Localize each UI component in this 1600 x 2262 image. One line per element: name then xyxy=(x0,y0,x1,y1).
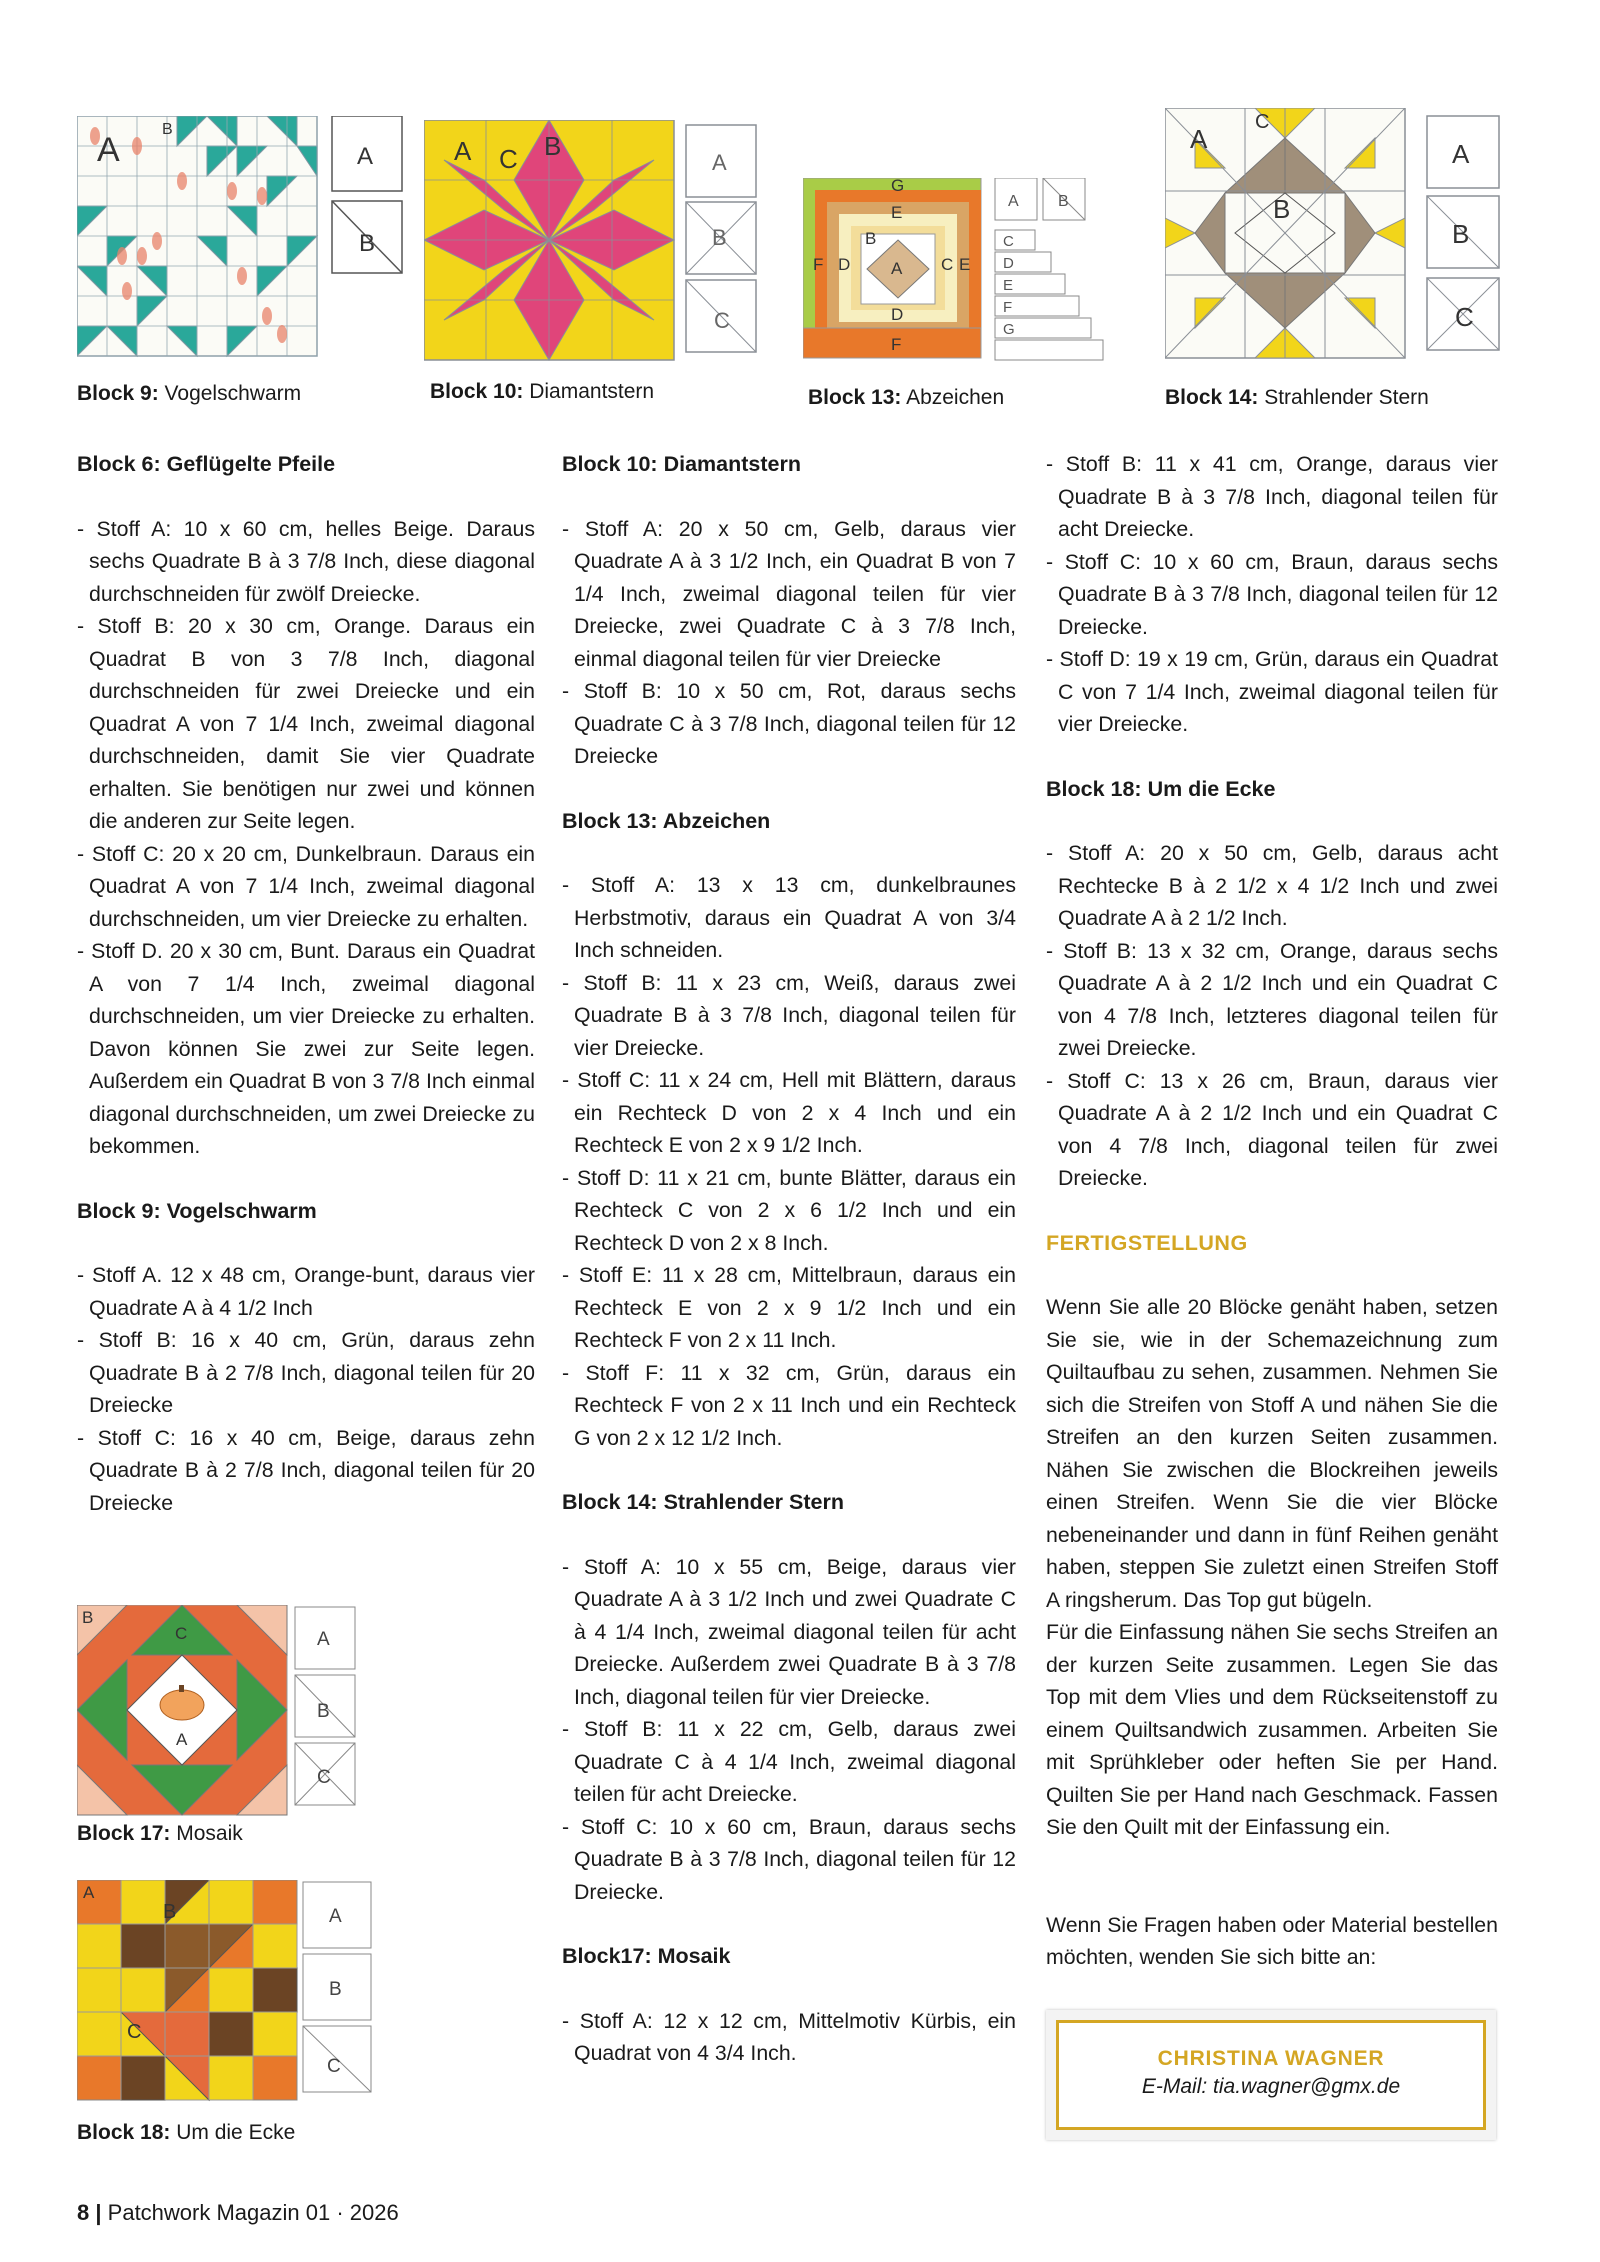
block-10-illustration xyxy=(424,120,769,365)
list-item: - Stoff D: 11 x 21 cm, bunte Blätter, daraus ein Rechteck C von 2 x 6 1/2 Inch und ein Rechteck D von 2 x 8 Inch. xyxy=(562,1162,1016,1260)
block-13-legend-a: A xyxy=(1008,193,1019,210)
block-10-label-b: B xyxy=(544,131,562,161)
materials-list-block-18 xyxy=(1046,837,1498,1195)
caption-block-10: Block 10: Diamantstern xyxy=(430,380,655,403)
list-item: - Stoff A: 13 x 13 cm, dunkelbraunes Herbstmotiv, daraus ein Quadrat A von 3/4 Inch schneiden. xyxy=(562,869,1016,967)
footer-separator: | xyxy=(95,2200,102,2225)
contact-box-frame xyxy=(1056,2020,1486,2130)
block-13-label-b: B xyxy=(865,229,877,248)
magazine-name: Patchwork Magazin xyxy=(107,2200,300,2225)
block-13-legend-g: G xyxy=(1003,321,1015,338)
caption-block-14: Block 14: Strahlender Stern xyxy=(1165,386,1429,409)
materials-list-block-17-continued xyxy=(1046,448,1498,741)
block-14-legend-c: C xyxy=(1455,302,1474,332)
block-13-label-f-bottom: F xyxy=(891,335,902,354)
materials-list-block-10 xyxy=(562,513,1016,773)
list-item: - Stoff B: 20 x 30 cm, Orange. Daraus ein Quadrat B von 3 7/8 Inch, diagonal durchschneiden für zwei Dreiecke und ein Quadrat A von 7 1/4 Inch, zweimal diagonal durchschneiden, damit Sie vier Quadrate erhalten. Sie benötigen nur zwei und können die anderen zur Seite legen. xyxy=(77,610,535,838)
block-13-legend-c: C xyxy=(1003,233,1014,250)
list-item: - Stoff B: 13 x 32 cm, Orange, daraus sechs Quadrate A à 2 1/2 Inch und ein Quadrat C von 4 7/8 Inch, letzteres diagonal teilen für zwei Dreiecke. xyxy=(1046,935,1498,1065)
section-title-finishing: FERTIGSTELLUNG xyxy=(1046,1230,1248,1255)
list-item: - Stoff A: 20 x 50 cm, Gelb, daraus vier Quadrate A à 3 1/2 Inch, ein Quadrat B von 7 1/4 Inch, zweimal diagonal teilen für vier Dreiecke, zwei Quadrate C à 3 7/8 Inch, einmal diagonal teilen für vier Dreiecke xyxy=(562,513,1016,676)
list-item: - Stoff A: 10 x 60 cm, helles Beige. Daraus sechs Quadrate B à 3 7/8 Inch, diese diagonal durchschneiden für zwölf Dreiecke. xyxy=(77,513,535,611)
list-item: - Stoff D. 20 x 30 cm, Bunt. Daraus ein Quadrat A von 7 1/4 Inch, zweimal diagonal durchschneiden, um vier Dreiecke zu erhalten. Davon können Sie zwei zur Seite legen. Außerdem ein Quadrat B von 3 7/8 Inch einmal diagonal durchschneiden, um zwei Dreiecke zu bekommen. xyxy=(77,935,535,1163)
list-item: - Stoff B: 11 x 22 cm, Gelb, daraus zwei Quadrate C à 4 1/4 Inch, zweimal diagonal teilen für acht Dreiecke. xyxy=(562,1713,1016,1811)
caption-block-13: Block 13: Abzeichen xyxy=(808,386,1005,409)
block-17-legend-c: C xyxy=(317,1767,331,1788)
section-title-block-17: Block17: Mosaik xyxy=(562,1944,731,1968)
block-10-legend-c: C xyxy=(714,308,730,333)
list-item: - Stoff A: 12 x 12 cm, Mittelmotiv Kürbis, ein Quadrat von 4 3/4 Inch. xyxy=(562,2005,1016,2070)
block-10-label-c: C xyxy=(499,144,518,174)
finishing-paragraph: Wenn Sie alle 20 Blöcke genäht haben, setzen Sie sie, wie in der Schemazeichnung zum Quiltaufbau zu sehen, zusammen. Nehmen Sie sich die Streifen von Stoff A und nähen Sie die Streifen an den kurzen Seiten zusammen. Nähen Sie zwischen die Blockreihen jeweils einen Streifen. Wenn Sie die vier Blöcke nebeneinander und dann in fünf Reihen genäht haben, steppen Sie zuletzt einen Streifen Stoff A ringsherum. Das Top gut bügeln. xyxy=(1046,1295,1498,1612)
list-item: - Stoff E: 11 x 28 cm, Mittelbraun, daraus ein Rechteck E von 2 x 9 1/2 Inch und ein Rechteck F von 2 x 11 Inch. xyxy=(562,1259,1016,1357)
block-13-label-d-bottom: D xyxy=(891,305,904,324)
block-18-label-c: C xyxy=(127,2021,142,2043)
block-14-label-b: B xyxy=(1273,194,1291,224)
block-17-label-b: B xyxy=(82,1608,94,1627)
block-9-legend-a: A xyxy=(357,143,374,170)
block-13-illustration xyxy=(803,178,1158,363)
list-item: - Stoff A. 12 x 48 cm, Orange-bunt, daraus vier Quadrate A à 4 1/2 Inch xyxy=(77,1259,535,1324)
block-13-legend-f: F xyxy=(1003,299,1013,316)
page-number: 8 xyxy=(77,2200,90,2225)
block-17-label-c: C xyxy=(175,1624,188,1643)
contact-intro: Wenn Sie Fragen haben oder Material bestellen möchten, wenden Sie sich bitte an: xyxy=(1046,1912,1498,1969)
block-13-label-a: A xyxy=(891,259,903,278)
list-item: - Stoff C: 16 x 40 cm, Beige, daraus zehn Quadrate B à 2 7/8 Inch, diagonal teilen für 20 Dreiecke xyxy=(77,1422,535,1520)
block-9-label-a: A xyxy=(97,131,120,169)
finishing-paragraph: Für die Einfassung nähen Sie sechs Streifen an der kurzen Seite zusammen. Legen Sie das Top mit dem Vlies und dem Rückseitenstoff zu einem Quiltsandwich zusammen. Arbeiten Sie mit Sprühkleber oder heften Sie per Hand. Quilten Sie per Hand nach Geschmack. Fassen Sie den Quilt mit der Einfassung ein. xyxy=(1046,1620,1498,1839)
block-13-label-e-top: E xyxy=(891,203,903,222)
block-10-legend-a: A xyxy=(712,150,727,175)
block-13-label-f-left: F xyxy=(813,255,824,274)
block-9-label-b: B xyxy=(162,121,173,138)
block-13-label-e-right: E xyxy=(959,255,971,274)
list-item: - Stoff C: 20 x 20 cm, Dunkelbraun. Daraus ein Quadrat A von 7 1/4 Inch, zweimal diagonal durchschneiden, um vier Dreiecke zu erhalten. xyxy=(77,838,535,936)
block-18-legend-b: B xyxy=(329,1979,342,2000)
section-title-block-18: Block 18: Um die Ecke xyxy=(1046,776,1276,801)
list-item: - Stoff B: 11 x 23 cm, Weiß, daraus zwei Quadrate B à 3 7/8 Inch, diagonal teilen für vier Dreiecke. xyxy=(562,967,1016,1065)
block-17-legend-b: B xyxy=(317,1701,330,1722)
column-3 xyxy=(1046,448,1498,1974)
section-title-block-13: Block 13: Abzeichen xyxy=(562,808,771,833)
block-13-label-g: G xyxy=(891,178,905,195)
caption-block-18: Block 18: Um die Ecke xyxy=(77,2121,296,2144)
section-title-block-10: Block 10: Diamantstern xyxy=(562,452,801,476)
block-13-legend-b: B xyxy=(1058,193,1069,210)
contact-box xyxy=(1046,2010,1496,2140)
materials-list-block-9 xyxy=(77,1259,535,1519)
materials-list-block-17 xyxy=(562,2005,1016,2070)
materials-list-block-14 xyxy=(562,1551,1016,1909)
contact-name: CHRISTINA WAGNER xyxy=(1157,2047,1385,2070)
block-14-legend-a: A xyxy=(1452,139,1470,169)
block-17-label-a: A xyxy=(176,1730,188,1749)
materials-list-block-6 xyxy=(77,513,535,1163)
block-18-illustration xyxy=(77,1880,377,2105)
list-item: - Stoff C: 10 x 60 cm, Braun, daraus sechs Quadrate B à 3 7/8 Inch, diagonal teilen für 12 Dreiecke. xyxy=(562,1811,1016,1909)
block-14-label-c: C xyxy=(1255,111,1270,133)
block-18-legend-c: C xyxy=(327,2056,341,2077)
list-item: - Stoff C: 13 x 26 cm, Braun, daraus vier Quadrate A à 2 1/2 Inch und ein Quadrat C von 4 7/8 Inch, diagonal teilen für zwei Dreiecke. xyxy=(1046,1065,1498,1195)
list-item: - Stoff B: 16 x 40 cm, Grün, daraus zehn Quadrate B à 2 7/8 Inch, diagonal teilen für 20 Dreiecke xyxy=(77,1324,535,1422)
block-10-legend-b: B xyxy=(712,225,727,250)
block-9-legend-b: B xyxy=(359,230,376,257)
contact-email[interactable]: E-Mail: tia.wagner@gmx.de xyxy=(1141,2075,1401,2098)
block-9-illustration xyxy=(77,116,407,366)
section-title-block-14: Block 14: Strahlender Stern xyxy=(562,1490,844,1514)
block-17-illustration xyxy=(77,1605,362,1820)
caption-block-17: Block 17: Mosaik xyxy=(77,1822,243,1845)
section-title-block-6: Block 6: Geflügelte Pfeile xyxy=(77,452,336,476)
block-18-label-b: B xyxy=(163,1901,177,1923)
section-title-block-9: Block 9: Vogelschwarm xyxy=(77,1198,317,1223)
list-item: - Stoff F: 11 x 32 cm, Grün, daraus ein Rechteck F von 2 x 11 Inch und ein Rechteck G von 2 x 12 1/2 Inch. xyxy=(562,1357,1016,1455)
list-item: - Stoff A: 10 x 55 cm, Beige, daraus vier Quadrate A à 3 1/2 Inch und zwei Quadrate C à 4 1/4 Inch, zweimal diagonal teilen für acht Dreiecke. Außerdem zwei Quadrate B à 3 7/8 Inch, diagonal teilen für vier Dreiecke. xyxy=(562,1551,1016,1714)
block-17-legend-a: A xyxy=(317,1629,330,1650)
block-18-label-a: A xyxy=(83,1883,95,1902)
list-item: - Stoff A: 20 x 50 cm, Gelb, daraus acht Rechtecke B à 2 1/2 x 4 1/2 Inch und zwei Quadrate A à 2 1/2 Inch. xyxy=(1046,837,1498,935)
block-13-legend-d: D xyxy=(1003,255,1014,272)
block-13-legend-e: E xyxy=(1003,277,1014,294)
block-14-illustration xyxy=(1165,108,1505,363)
column-1 xyxy=(77,448,535,1551)
list-item: - Stoff C: 11 x 24 cm, Hell mit Blättern, daraus ein Rechteck D von 2 x 4 Inch und ein Rechteck E von 2 x 9 1/2 Inch. xyxy=(562,1064,1016,1162)
block-14-legend-b: B xyxy=(1452,219,1470,249)
issue-number: 01 · 2026 xyxy=(305,2200,399,2225)
list-item: - Stoff D: 19 x 19 cm, Grün, daraus ein Quadrat C von 7 1/4 Inch, zweimal diagonal teilen für vier Dreiecke. xyxy=(1046,643,1498,741)
block-18-legend-a: A xyxy=(329,1906,342,1927)
list-item: - Stoff B: 10 x 50 cm, Rot, daraus sechs Quadrate C à 3 7/8 Inch, diagonal teilen für 12 Dreiecke xyxy=(562,675,1016,773)
list-item: - Stoff B: 11 x 41 cm, Orange, daraus vier Quadrate B à 3 7/8 Inch, diagonal teilen für acht Dreiecke. xyxy=(1046,448,1498,546)
column-2 xyxy=(562,448,1016,2102)
list-item: - Stoff C: 10 x 60 cm, Braun, daraus sechs Quadrate B à 3 7/8 Inch, diagonal teilen für 12 Dreiecke. xyxy=(1046,546,1498,644)
block-14-label-a: A xyxy=(1190,124,1208,154)
block-10-label-a: A xyxy=(454,136,472,166)
block-13-label-d-left: D xyxy=(838,255,851,274)
materials-list-block-13 xyxy=(562,869,1016,1454)
page-footer xyxy=(77,2200,399,2226)
block-13-label-c: C xyxy=(941,255,954,274)
caption-block-9: Block 9: Vogelschwarm xyxy=(77,382,302,405)
